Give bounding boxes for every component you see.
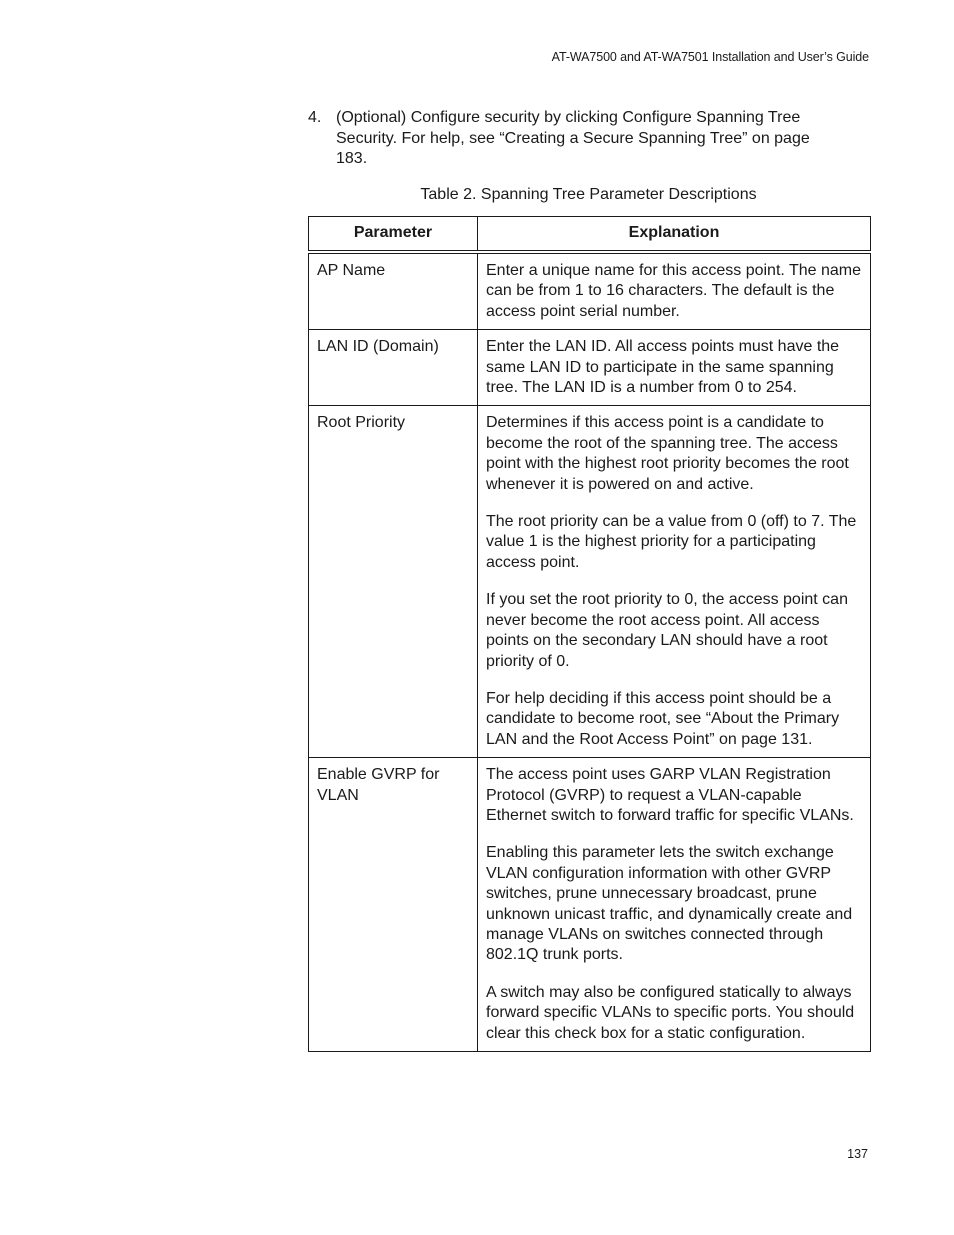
- explanation-cell: [478, 758, 871, 1052]
- explanation-paragraph: Determines if this access point is a candidate to become the root of the spanning tree. The access point with the highest root priority becomes the root whenever it is powered on and active.: [486, 414, 849, 493]
- parameter-cell: LAN ID (Domain): [309, 330, 478, 406]
- column-header-parameter: Parameter: [309, 217, 478, 253]
- explanation-paragraph: The root priority can be a value from 0 (off) to 7. The value 1 is the highest priority for a participating access point.: [486, 513, 857, 571]
- step-text: (Optional) Configure security by clicking Configure Spanning Tree Security. For help, see “Creating a Secure Spanning Tree” on page 183.: [336, 109, 810, 167]
- table-row: [309, 406, 871, 758]
- parameter-cell: AP Name: [309, 252, 478, 330]
- table-row: [309, 758, 871, 1052]
- table-caption: Table 2. Spanning Tree Parameter Descriptions: [420, 186, 757, 203]
- table-row: [309, 330, 871, 406]
- explanation-paragraph: Enabling this parameter lets the switch exchange VLAN configuration information with other GVRP switches, prune unnecessary broadcast, prune unknown unicast traffic, and dynamically create and manage VLANs on switches connected through 802.1Q trunk ports.: [486, 844, 853, 964]
- step-number: 4.: [308, 109, 322, 126]
- table-header-row: [309, 217, 871, 253]
- page-number: 137: [847, 1147, 868, 1161]
- explanation-paragraph: For help deciding if this access point should be a candidate to become root, see “About the Primary LAN and the Root Access Point” on page 131.: [486, 689, 840, 748]
- parameter-table: [308, 216, 871, 1052]
- explanation-paragraph: The access point uses GARP VLAN Registration Protocol (GVRP) to request a VLAN-capable Ethernet switch to forward traffic for specific VLANs.: [486, 766, 854, 824]
- table-row: [309, 252, 871, 330]
- explanation-cell: [478, 406, 871, 758]
- parameter-cell: Root Priority: [309, 406, 478, 758]
- explanation-paragraph: If you set the root priority to 0, the access point can never become the root access point. All access points on the secondary LAN should have a root priority of 0.: [486, 591, 848, 670]
- explanation-paragraph: Enter a unique name for this access point. The name can be from 1 to 16 characters. The default is the access point serial number.: [486, 262, 862, 320]
- explanation-cell: [478, 252, 871, 330]
- explanation-paragraph: Enter the LAN ID. All access points must have the same LAN ID to participate in the same spanning tree. The LAN ID is a number from 0 to 254.: [486, 338, 840, 397]
- column-header-explanation: Explanation: [478, 217, 871, 253]
- parameter-cell: Enable GVRP for VLAN: [309, 758, 478, 1052]
- running-header: AT-WA7500 and AT-WA7501 Installation and User’s Guide: [551, 50, 869, 64]
- explanation-paragraph: A switch may also be configured statically to always forward specific VLANs to specific ports. You should clear this check box for a static configuration.: [486, 983, 855, 1042]
- explanation-cell: [478, 330, 871, 406]
- step-4: [308, 108, 853, 170]
